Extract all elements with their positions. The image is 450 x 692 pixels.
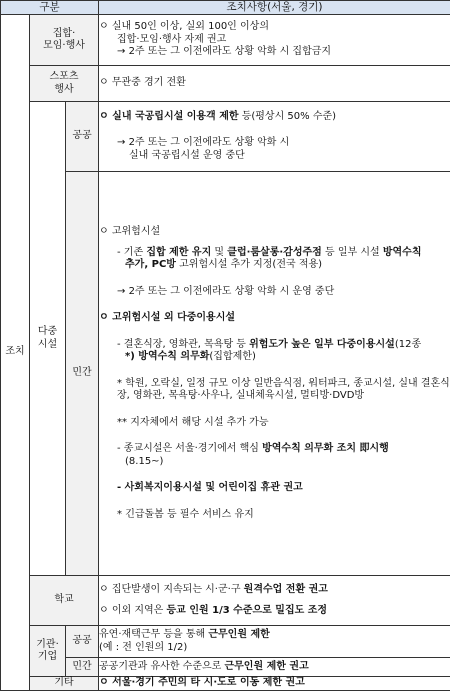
inst-private-line1-a: 공공기관과 유사한 수준으로 bbox=[99, 660, 225, 672]
school-line1-b: 원격수업 전환 권고 bbox=[243, 584, 328, 596]
inst-public-content bbox=[99, 626, 450, 658]
private-para1 bbox=[99, 247, 450, 272]
inst-private-line1-b: 근무인원 제한 권고 bbox=[224, 660, 309, 672]
label-sports bbox=[30, 66, 99, 102]
school-line1-a: ㅇ 집단발생이 지속되는 시·군·구 bbox=[99, 584, 244, 596]
label-inst-public: 공공 bbox=[66, 626, 99, 658]
label-multi-text: 다중 시설 bbox=[37, 326, 58, 350]
row-private bbox=[1, 172, 450, 576]
p1-f: 방역수칙 bbox=[382, 246, 422, 258]
private-para5: - 사회복지이용시설 및 어린이집 휴관 권고 bbox=[117, 482, 303, 494]
inst-private-line1 bbox=[99, 661, 450, 674]
p1-a: - 기존 bbox=[117, 246, 147, 258]
public-line1-rest: 등(평상시 50% 수준) bbox=[238, 110, 337, 122]
label-institutions bbox=[30, 626, 66, 677]
p3-a: - 결혼식장, 영화관, 목욕탕 등 bbox=[117, 338, 250, 350]
public-line1 bbox=[99, 111, 450, 124]
label-sports-text: 스포츠 행사 bbox=[49, 71, 79, 95]
p3-b: 위험도가 높은 일부 다중이용시설 bbox=[249, 338, 395, 350]
school-content bbox=[99, 576, 450, 626]
row-inst-public bbox=[1, 626, 450, 658]
p1-h: 고위험시설 추가 지정(전국 적용) bbox=[175, 259, 323, 271]
label-gathering bbox=[30, 15, 99, 66]
inst-private-content bbox=[99, 658, 450, 677]
label-institutions-text: 기관· 기업 bbox=[36, 638, 59, 663]
row-sports bbox=[1, 66, 450, 102]
private-content bbox=[99, 172, 450, 576]
other-content: ㅇ 서울·경기 주민의 타 시·도로 이동 제한 권고 bbox=[99, 677, 450, 691]
label-public: 공공 bbox=[66, 102, 99, 172]
p1-b: 집합 제한 유지 bbox=[146, 246, 212, 258]
label-school: 학교 bbox=[30, 576, 99, 626]
school-line2 bbox=[99, 605, 450, 618]
label-multi bbox=[30, 102, 66, 576]
private-heading2: ㅇ 고위험시설 외 다중이용시설 bbox=[99, 312, 236, 324]
row-school bbox=[1, 576, 450, 626]
school-line2-b: 등교 인원 1/3 수준으로 밀집도 조정 bbox=[166, 604, 328, 616]
row-public bbox=[1, 102, 450, 172]
public-line3: 실내 국공립시설 운영 중단 bbox=[129, 149, 245, 161]
gathering-line3: → 2주 또는 그 이전에라도 상황 악화 시 집합금지 bbox=[117, 46, 332, 58]
label-other: 기타 bbox=[30, 677, 99, 691]
inst-public-line1-b: 근무인원 제한 bbox=[208, 629, 270, 641]
p4-c: (8.15~) bbox=[125, 455, 164, 467]
sports-line1: ㅇ 무관중 경기 전환 bbox=[99, 77, 186, 89]
row-gathering bbox=[1, 15, 450, 66]
gathering-line1: ㅇ 실내 50인 이상, 실외 100인 이상의 bbox=[99, 21, 269, 33]
row-other bbox=[1, 677, 450, 691]
gathering-content bbox=[99, 15, 450, 66]
private-para2: → 2주 또는 그 이전에라도 상황 악화 시 운영 중단 bbox=[117, 285, 335, 297]
label-inst-private: 민간 bbox=[66, 658, 99, 677]
private-note1: * 학원, 오락실, 일정 규모 이상 일반음식점, 워터파크, 종교시설, 실내 결혼식장, 영화관, 목욕탕·사우나, 실내체육시설, 멀티방·DVD방 bbox=[117, 377, 450, 402]
private-note3: * 긴급돌봄 등 필수 서비스 유지 bbox=[117, 508, 254, 520]
public-line1-bold: ㅇ 실내 국공립시설 이용객 제한 bbox=[99, 110, 239, 122]
header-row bbox=[1, 1, 450, 15]
school-line2-a: ㅇ 이외 지역은 bbox=[99, 604, 167, 616]
private-note2: ** 지자체에서 해당 시설 추가 가능 bbox=[117, 416, 269, 428]
p3-c: (12종 bbox=[394, 338, 422, 350]
p1-g: 추가, PC방 bbox=[125, 259, 176, 271]
inst-public-line2: (예 : 전 인원의 1/2) bbox=[99, 641, 188, 653]
private-para4 bbox=[99, 443, 450, 468]
gathering-line2: 집합·모임·행사 자제 권고 bbox=[117, 33, 227, 45]
row-inst-private bbox=[1, 658, 450, 677]
label-gathering-text: 집합· 모임·행사 bbox=[43, 27, 85, 52]
p1-d: 클럽·룸살롱·감성주점 bbox=[227, 246, 322, 258]
label-root: 조치 bbox=[1, 15, 30, 691]
school-line1 bbox=[99, 584, 450, 597]
private-para3 bbox=[99, 339, 450, 364]
sports-content bbox=[99, 66, 450, 102]
p4-a: - 종교시설은 서울·경기에서 핵심 bbox=[117, 443, 263, 455]
header-category: 구분 bbox=[1, 1, 99, 15]
public-content bbox=[99, 102, 450, 172]
header-measures: 조치사항(서울, 경기) bbox=[99, 1, 450, 15]
p3-d: *) 방역수칙 의무화 bbox=[125, 351, 210, 363]
label-private: 민간 bbox=[66, 172, 99, 576]
private-heading1: ㅇ 고위험시설 bbox=[99, 226, 161, 238]
p1-c: 및 bbox=[211, 246, 228, 258]
inst-public-line1 bbox=[99, 629, 450, 642]
inst-public-line1-a: 유연·재택근무 등을 통해 bbox=[99, 629, 209, 641]
p4-b: 방역수칙 의무화 조치 即시행 bbox=[262, 443, 389, 455]
p3-e: (집합제한) bbox=[209, 351, 256, 363]
public-line2: → 2주 또는 그 이전에라도 상황 악화 시 bbox=[117, 137, 290, 149]
p1-e: 등 일부 시설 bbox=[321, 246, 383, 258]
